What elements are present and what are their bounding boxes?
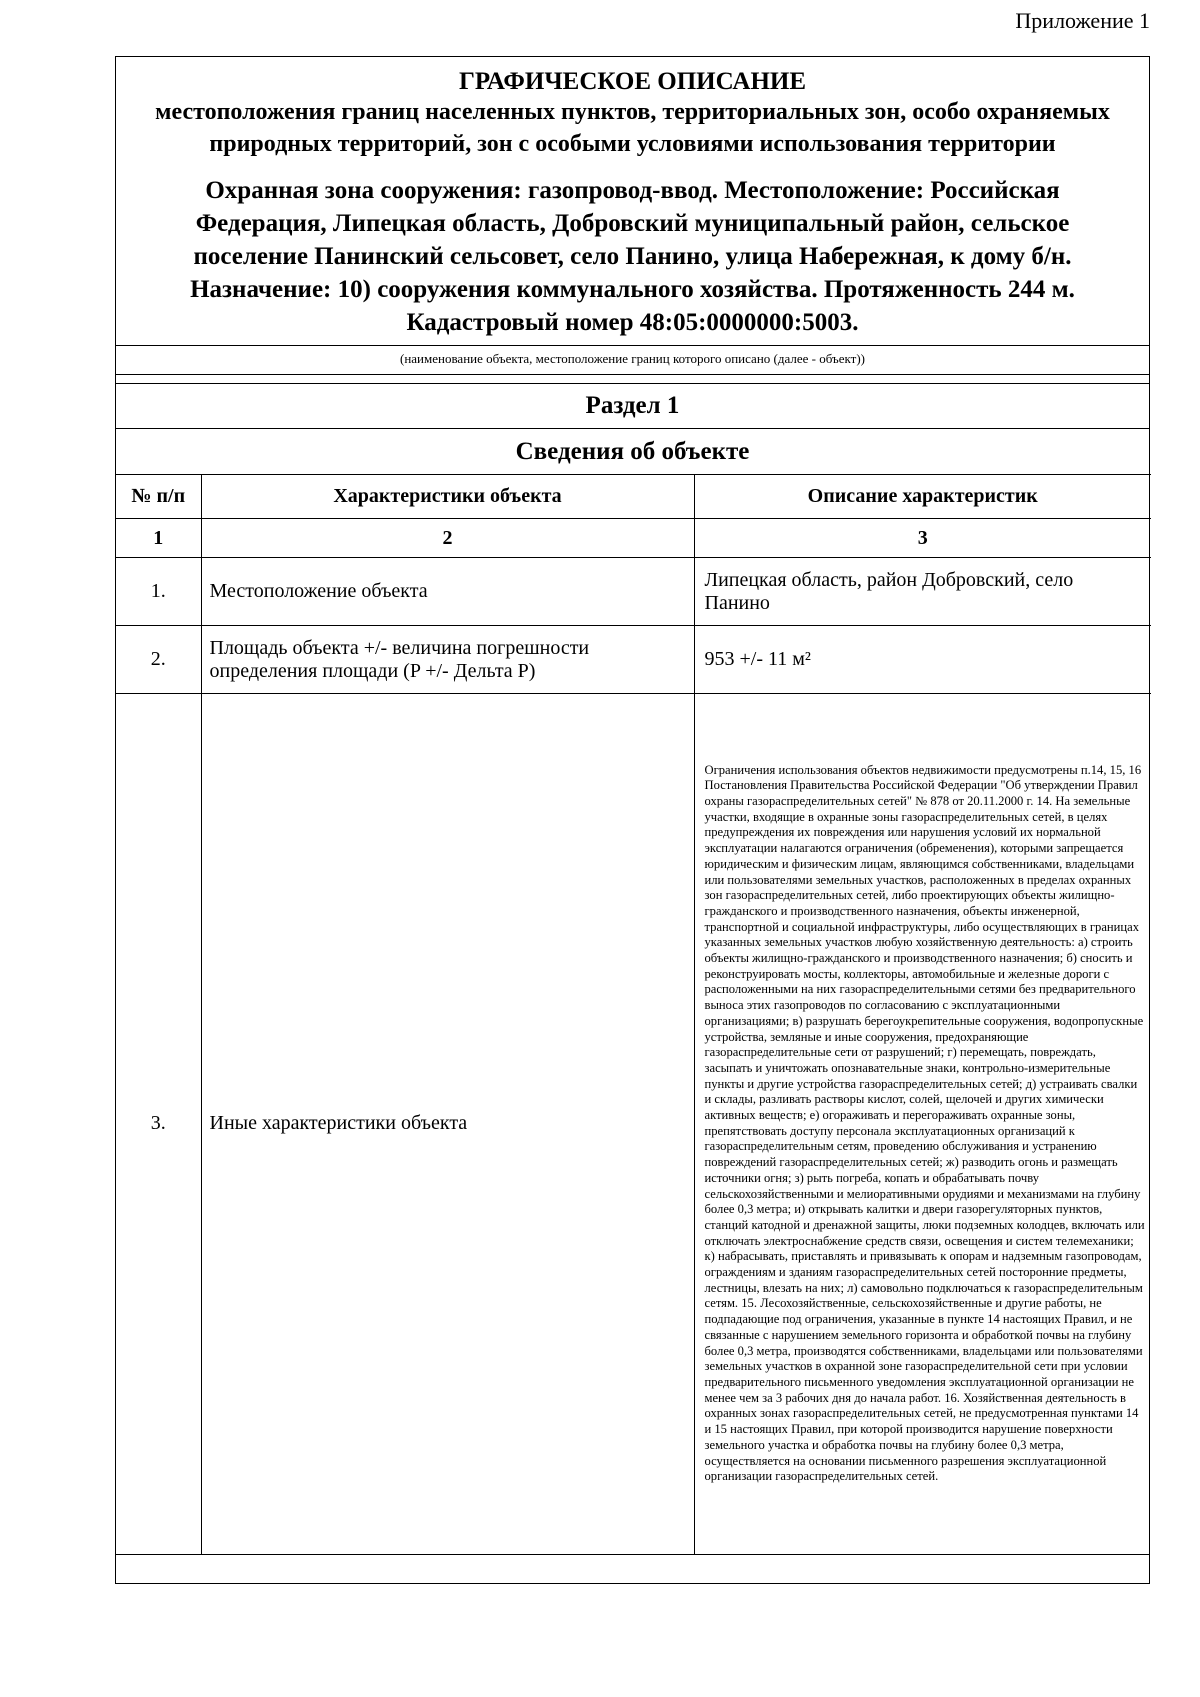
row-description: 953 +/- 11 м²: [694, 626, 1151, 694]
appendix-label: Приложение 1: [1015, 8, 1150, 33]
row-characteristic: Иные характеристики объекта: [201, 694, 694, 1554]
header-number: № п/п: [116, 475, 201, 519]
row-description: Липецкая область, район Добровский, село Панино: [694, 558, 1151, 626]
column-number: 2: [201, 519, 694, 558]
table-footer-row: [116, 1554, 1149, 1583]
object-info-table: [116, 474, 1151, 1554]
section-title: Раздел 1: [116, 383, 1149, 428]
section-subtitle: Сведения об объекте: [116, 428, 1149, 474]
header-description: Описание характеристик: [694, 475, 1151, 519]
header-characteristic: Характеристики объекта: [201, 475, 694, 519]
row-characteristic: Местоположение объекта: [201, 558, 694, 626]
table-row: [116, 558, 1151, 626]
document-title: ГРАФИЧЕСКОЕ ОПИСАНИЕ: [458, 68, 807, 95]
table-header-row: [116, 475, 1151, 519]
row-characteristic: Площадь объекта +/- величина погрешности определения площади (P +/- Дельта P): [201, 626, 694, 694]
row-number: 1.: [116, 558, 201, 626]
object-name: Охранная зона сооружения: газопровод-ввод. Местоположение: Российская Федерация, Липецкая область, Добровский муниципальный район, сельское поселение Панинский сельсовет, село Панино, улица Набережная, к дому б/н. Назначение: 10) сооружения коммунального хозяйства. Протяженность 244 м. Кадастровый номер 48:05:0000000:5003.: [190, 177, 1075, 336]
column-number: 3: [694, 519, 1151, 558]
row-description: Ограничения использования объектов недвижимости предусмотрены п.14, 15, 16 Постановления Правительства Российской Федерации "Об утверждении Правил охраны газораспределительных сетей" № 878 от 20.11.2000 г. 14. На земельные участки, входящие в охранные зоны газораспределительных сетей, в целях предупреждения их повреждения или нарушения условий их нормальной эксплуатации налагаются ограничения (обременения), которыми запрещается юридическим и физическим лицам, являющимся собственниками, владельцами или пользователями земельных участков, расположенных в пределах охранных зон газораспределительных сетей, либо проектирующих объекты жилищно-гражданского и производственного назначения, объекты инженерной, транспортной и социальной инфраструктуры, либо осуществляющих в границах указанных земельных участков любую хозяйственную деятельность: а) строить объекты жилищно-гражданского и производственного назначения; б) сносить и реконструировать мосты, коллекторы, автомобильные и железные дороги с расположенными на них газораспределительными сетями без предварительного выноса этих газопроводов по согласованию с эксплуатационными организациями; в) разрушать берегоукрепительные сооружения, водопропускные устройства, земляные и иные сооружения, предохраняющие газораспределительные сети от разрушений; г) перемещать, повреждать, засыпать и уничтожать опознавательные знаки, контрольно-измерительные пункты и другие устройства газораспределительных сетей; д) устраивать свалки и склады, разливать растворы кислот, солей, щелочей и других химически активных веществ; е) огораживать и перегораживать охранные зоны, препятствовать доступу персонала эксплуатационных организаций к газораспределительным сетям, проведению обслуживания и устранению повреждений газораспределительных сетей; ж) разводить огонь и размещать источники огня; з) рыть погреба, копать и обрабатывать почву сельскохозяйственными и мелиоративными орудиями и механизмами на глубину более 0,3 метра; и) открывать калитки и двери газорегуляторных пунктов, станций катодной и дренажной защиты, люки подземных колодцев, включать или отключать электроснабжение средств связи, освещения и систем телемеханики; к) набрасывать, приставлять и привязывать к опорам и надземным газопроводам, ограждениям и зданиям газораспределительных сетей посторонние предметы, лестницы, влезать на них; л) самовольно подключаться к газораспределительным сетям. 15. Лесохозяйственные, сельскохозяйственные и другие работы, не подпадающие под ограничения, указанные в пункте 14 настоящих Правил, и не связанные с нарушением земельного горизонта и обработкой почвы на глубину более 0,3 метра, производятся собственниками, владельцами или пользователями земельных участков в охранной зоне газораспределительной сети при условии предварительного письменного уведомления эксплуатационной организации не менее чем за 3 рабочих дня до начала работ. 16. Хозяйственная деятельность в охранных зонах газораспределительных сетей, не предусмотренная пунктами 14 и 15 настоящих Правил, при которой производится нарушение поверхности земельного участка и обработка почвы на глубину более 0,3 метра, осуществляется на основании письменного разрешения эксплуатационной организации газораспределительных сетей.: [694, 694, 1151, 1554]
spacer: [116, 375, 1149, 383]
object-name-note: (наименование объекта, местоположение границ которого описано (далее - объект)): [116, 352, 1149, 375]
document-subtitle: местоположения границ населенных пунктов, территориальных зон, особо охраняемых природных территорий, зон с особыми условиями использования территории: [155, 99, 1110, 157]
document-header: [116, 57, 1149, 345]
row-number: 3.: [116, 694, 201, 1554]
row-number: 2.: [116, 626, 201, 694]
table-row: [116, 694, 1151, 1554]
column-number: 1: [116, 519, 201, 558]
column-number-row: [116, 519, 1151, 558]
document-frame: [115, 56, 1150, 1584]
table-row: [116, 626, 1151, 694]
